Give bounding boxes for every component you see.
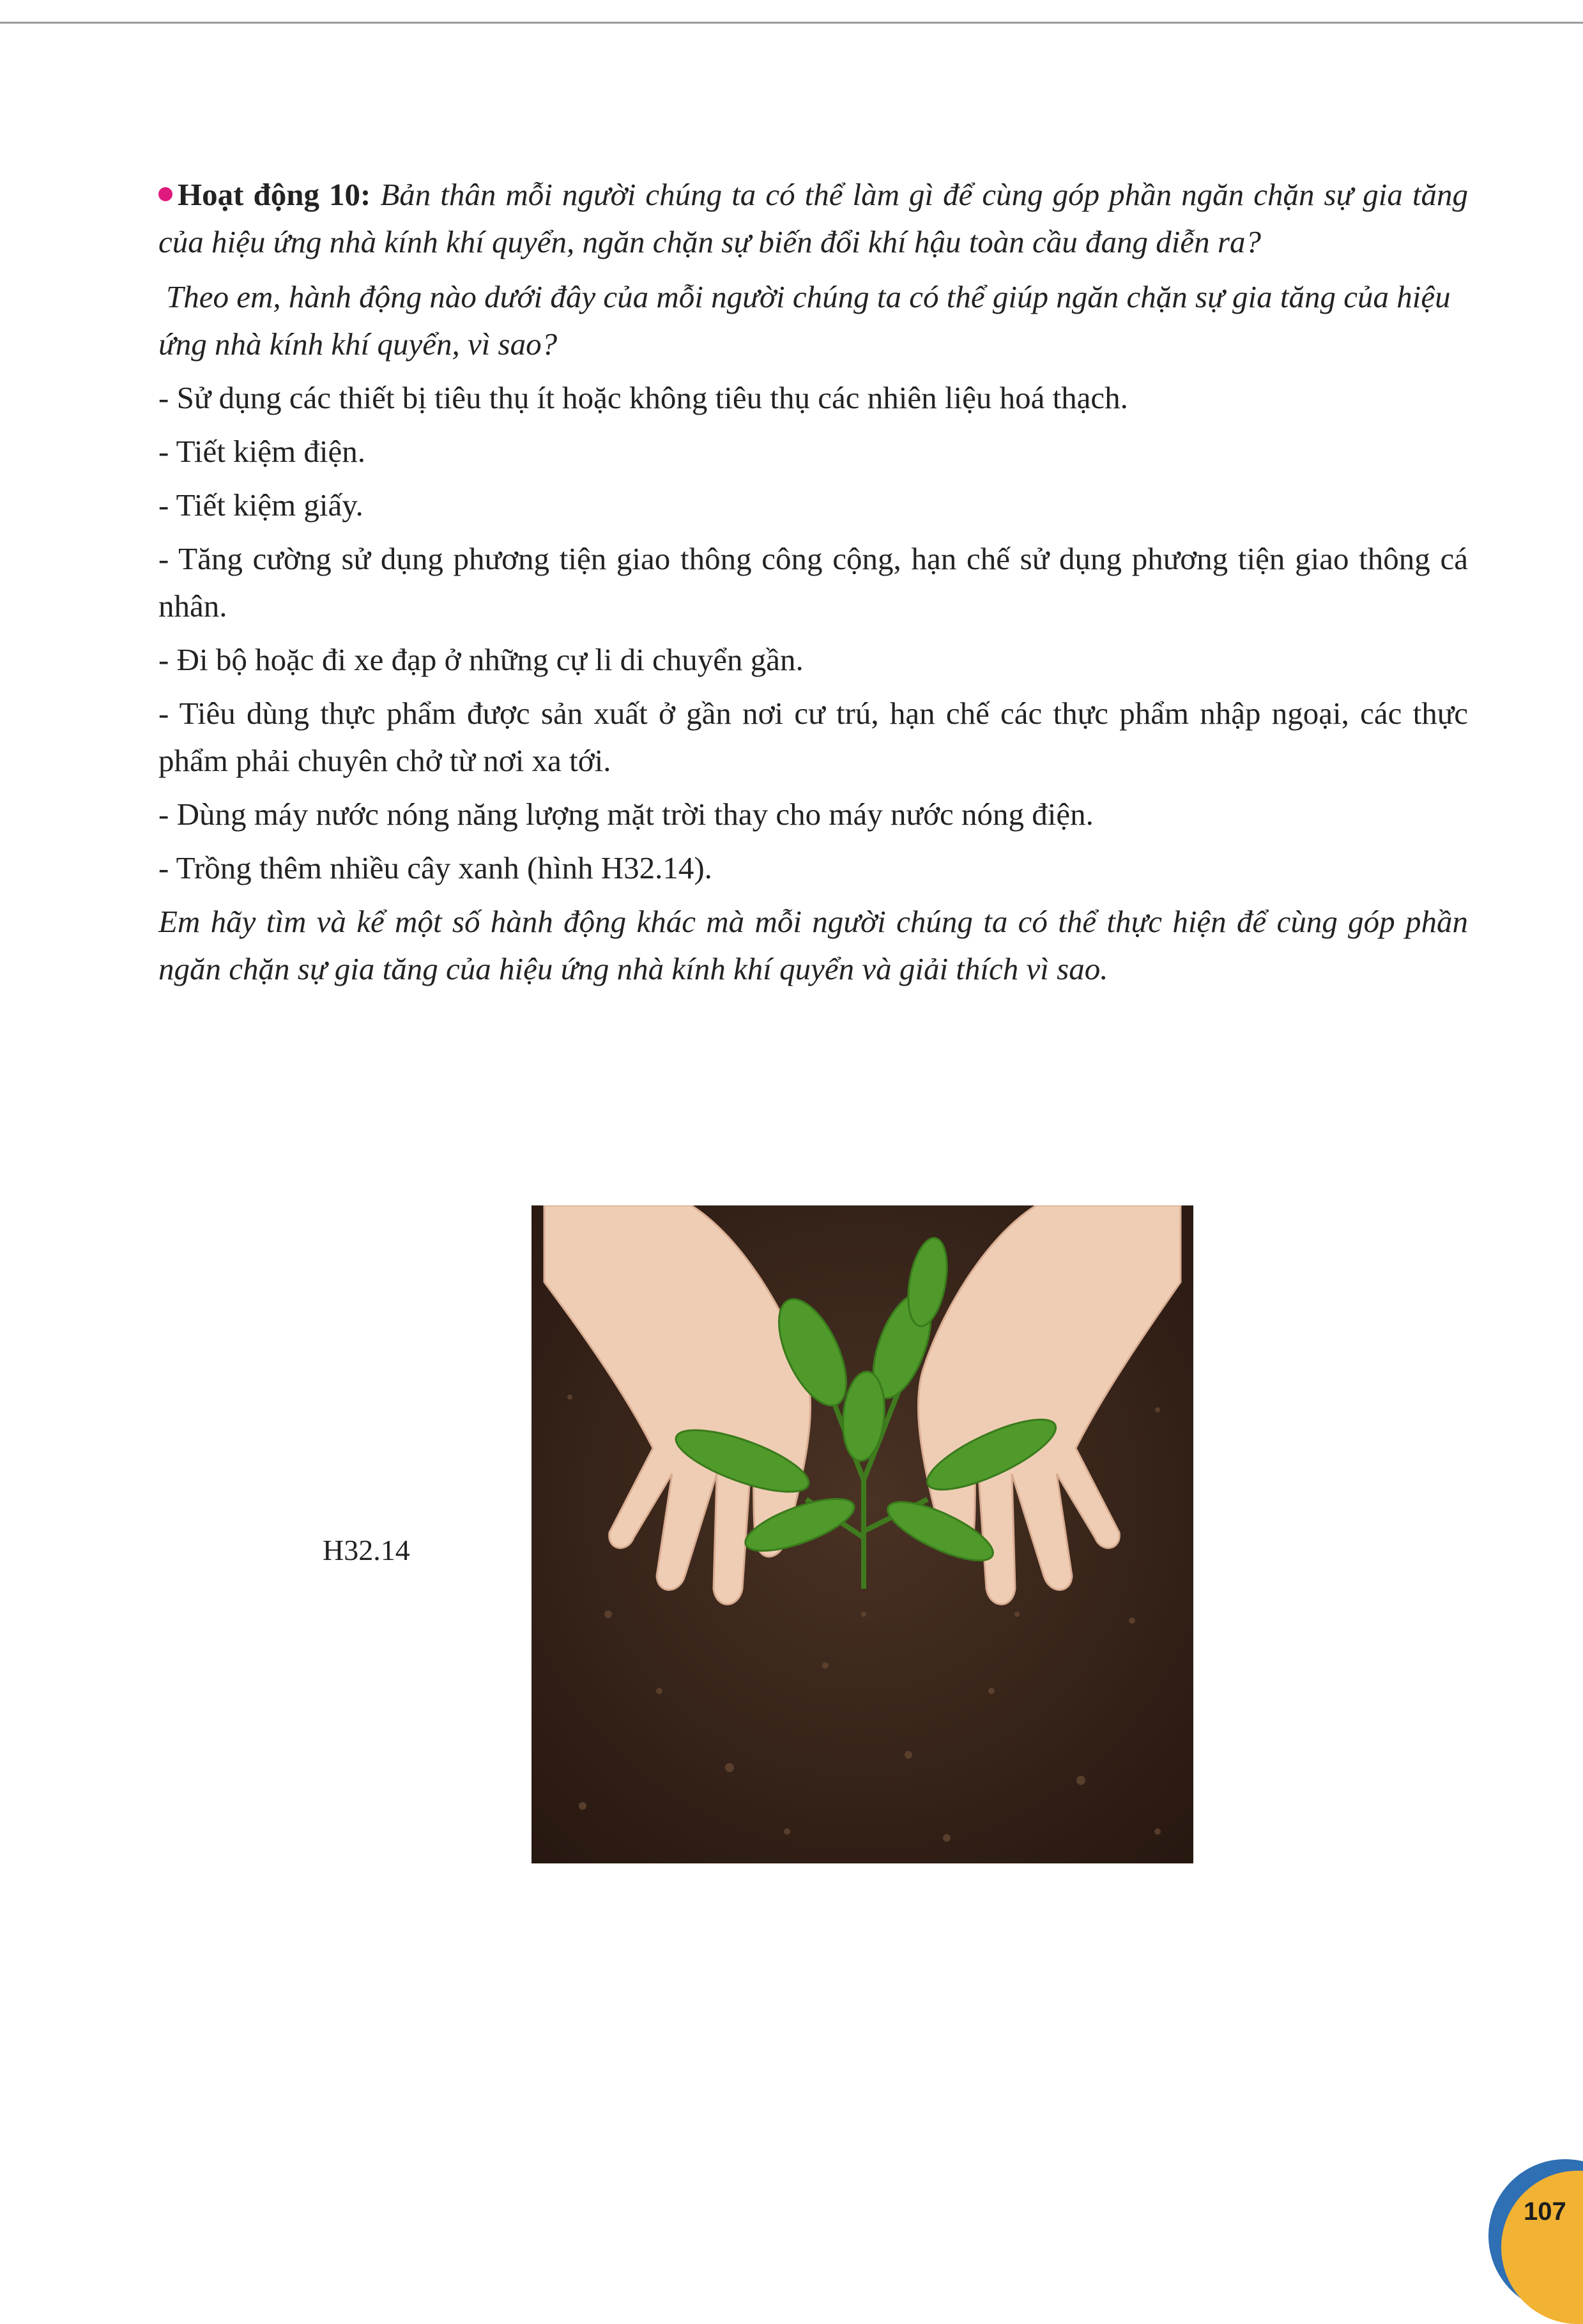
bullet-icon bbox=[158, 187, 172, 201]
figure-planting-seedling bbox=[531, 1205, 1193, 1863]
closing-question: Em hãy tìm và kể một số hành động khác mà mỗi người chúng ta có thể thực hiện để cùng góp phần ngăn chặn sự gia tăng của hiệu ứng nhà kính khí quyển và giải thích vì sao. bbox=[158, 904, 1468, 986]
top-rule bbox=[0, 22, 1583, 24]
seedling-in-hands-illustration bbox=[531, 1205, 1193, 1863]
list-item: - Tiêu dùng thực phẩm được sản xuất ở gần nơi cư trú, hạn chế các thực phẩm nhập ngoại, các thực phẩm phải chuyên chở từ nơi xa tới. bbox=[158, 696, 1468, 778]
activity-heading bbox=[158, 171, 1468, 266]
list-item: - Tiết kiệm điện. bbox=[158, 434, 365, 469]
list-item: - Tăng cường sử dụng phương tiện giao thông công cộng, hạn chế sử dụng phương tiện giao thông cá nhân. bbox=[158, 541, 1468, 623]
list-item: - Sử dụng các thiết bị tiêu thụ ít hoặc không tiêu thụ các nhiên liệu hoá thạch. bbox=[158, 380, 1128, 415]
list-item: - Đi bộ hoặc đi xe đạp ở những cự li di chuyển gần. bbox=[158, 642, 804, 677]
list-item: - Tiết kiệm giấy. bbox=[158, 487, 363, 523]
list-item: - Trồng thêm nhiều cây xanh (hình H32.14). bbox=[158, 850, 712, 885]
activity-label: Hoạt động 10: bbox=[178, 177, 371, 212]
activity-intro: Theo em, hành động nào dưới đây của mỗi người chúng ta có thể giúp ngăn chặn sự gia tăng của hiệu ứng nhà kính khí quyển, vì sao? bbox=[158, 279, 1451, 362]
activity-question: Bản thân mỗi người chúng ta có thể làm gì để cùng góp phần ngăn chặn sự gia tăng của hiệu ứng nhà kính khí quyển, ngăn chặn sự biến đổi khí hậu toàn cầu đang diễn ra? bbox=[158, 177, 1469, 259]
figure-label: H32.14 bbox=[323, 1534, 410, 1566]
page-number: 107 bbox=[1524, 2198, 1566, 2226]
list-item: - Dùng máy nước nóng năng lượng mặt trời thay cho máy nước nóng điện. bbox=[158, 797, 1094, 832]
activity-section bbox=[158, 171, 1468, 993]
